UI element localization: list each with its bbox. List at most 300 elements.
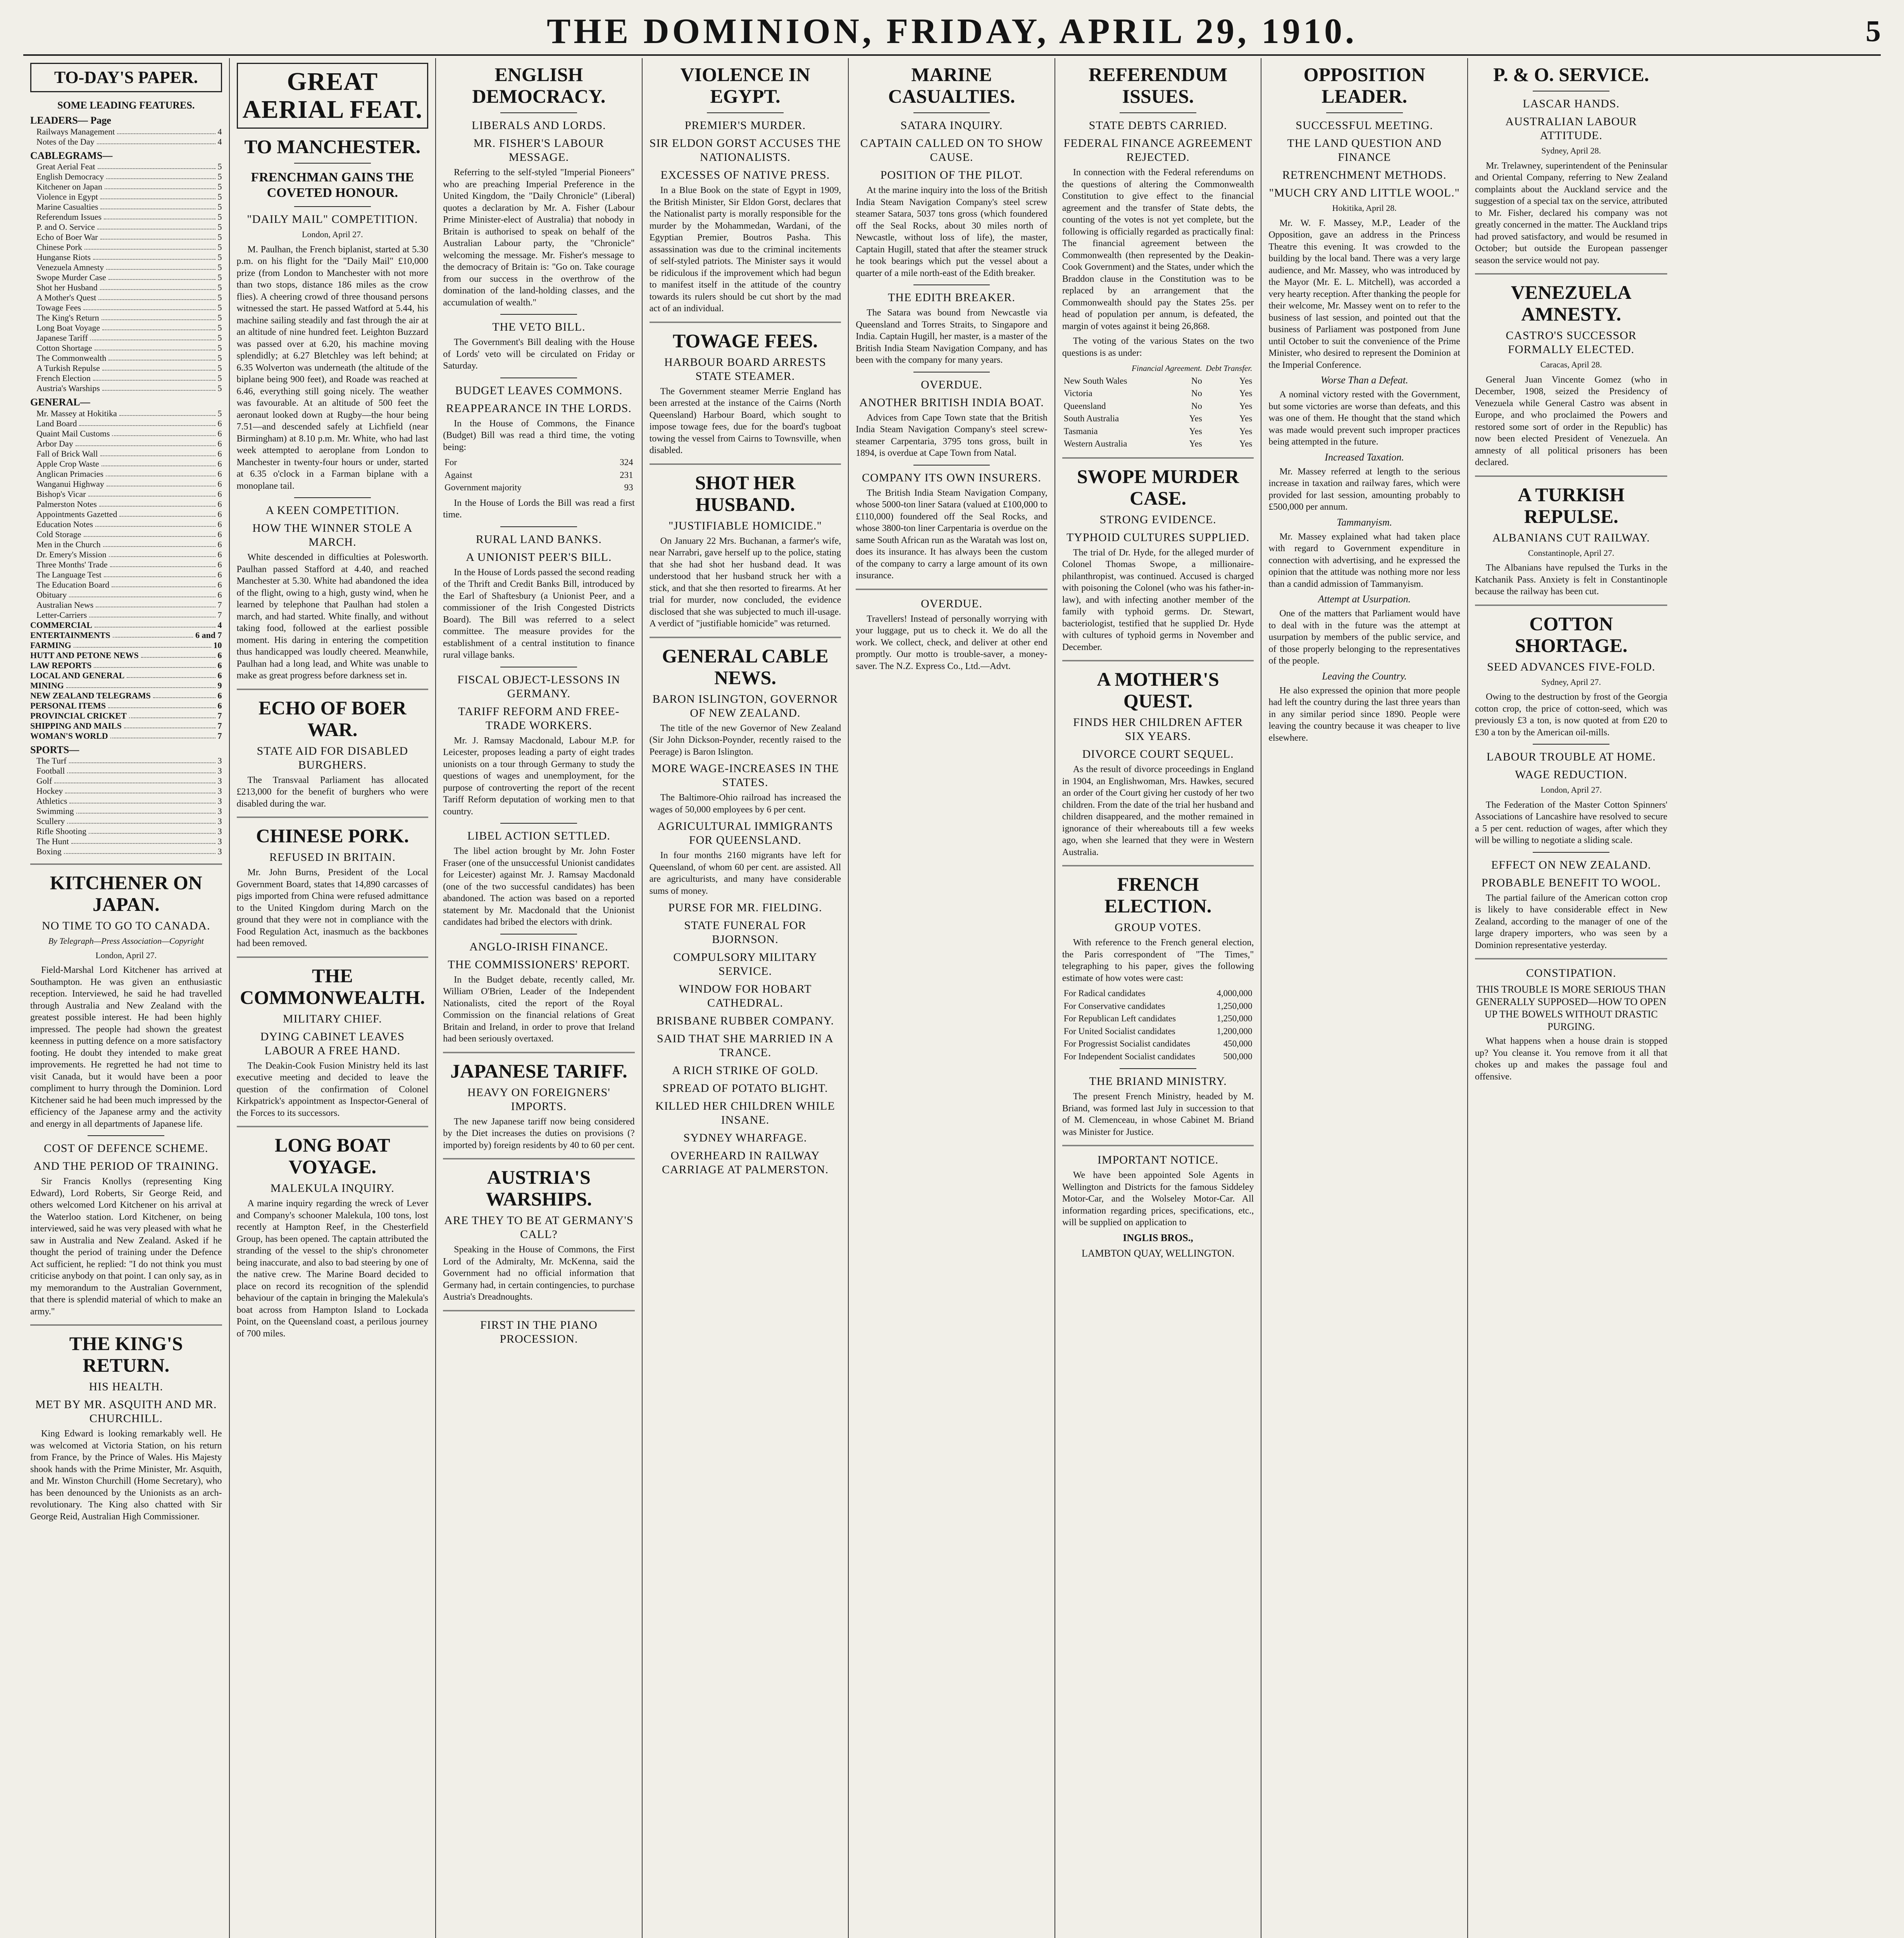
toc-entry [30,756,222,766]
leader-dots [67,766,215,773]
leader-dots [106,172,215,179]
leader-dots [109,272,215,280]
divider [913,284,990,285]
toc-entry [30,353,222,363]
leader-dots [102,363,215,371]
leader-dots [112,429,215,436]
toc-entry [30,786,222,796]
toc-entry-label: Violence in Egypt [36,192,98,202]
subhead: MORE WAGE-INCREASES IN THE STATES. [651,762,839,789]
headline: KITCHENER ON JAPAN. [50,872,202,915]
toc-entry [30,439,222,449]
subhead: SPREAD OF POTATO BLIGHT. [662,1082,828,1095]
leader-dots [100,192,215,199]
toc-entry [30,242,222,252]
toc-entry-label: Education Notes [36,519,93,529]
toc-entry-page: 6 [217,499,222,509]
leader-dots [69,590,215,597]
section-subhead: Tammanyism. [1337,516,1392,528]
toc-entry-label: Arbor Day [36,438,73,448]
toc-entry [30,660,222,671]
toc-entry-label: Echo of Boer War [36,232,98,242]
article-body: The new Japanese tariff now being considered by the Diet increases the duties on provisions (? imported by) foreign residents by 40 to 60 per cent. [443,1116,635,1150]
masthead-title: THE DOMINION, FRIDAY, APRIL 29, 1910. [546,11,1358,51]
toc-entry-page: 5 [217,162,222,171]
table-cell: Yes [1239,401,1253,411]
subhead: THE BRIAND MINISTRY. [1089,1075,1227,1088]
leader-dots [106,469,215,476]
table-row [1062,1050,1254,1063]
leader-dots [127,671,215,678]
article-body: The Deakin-Cook Fusion Ministry held its last executive meeting and decided to leave the question of the confirmation of Colonel Kirkpatrick's appointment as Inspector-General of the Forces to its successors. [236,1060,429,1118]
leader-dots [119,509,215,517]
subhead: ARE THEY TO BE AT GERMANY'S CALL? [444,1214,634,1241]
toc-entry-page: 5 [217,363,222,373]
leader-dots [104,570,215,577]
table-header: Debt Transfer. [1206,364,1253,373]
article-body: The Albanians have repulsed the Turks in the Katchanik Pass. Anxiety is felt in Constantinople because the railway has been cut. [1475,563,1668,597]
toc-entry-page: 7 [217,610,222,620]
headline-box [237,63,429,129]
table-cell: Tasmania [1063,426,1098,436]
toc-entry-page: 6 [217,428,222,438]
divider [237,817,429,818]
toc-entry-label: The Commonwealth [36,353,107,363]
toc-entry-label: NEW ZEALAND TELEGRAMS [30,690,151,700]
table-row [1062,1000,1254,1013]
toc-entry [30,172,222,182]
subhead: HEAVY ON FOREIGNERS' IMPORTS. [467,1086,610,1113]
toc-entry-label: FARMING [30,640,71,650]
headline: COTTON SHORTAGE. [1515,612,1628,656]
toc-entry [30,580,222,590]
table-row [1062,412,1254,425]
toc-entry-label: Bishop's Vicar [36,489,86,499]
headline: TOWAGE FEES. [672,329,818,352]
subhead: CONSTIPATION. [1526,967,1616,979]
divider [500,112,577,113]
divider [913,465,990,466]
divider [1062,1145,1254,1146]
article-body: Advices from Cape Town state that the British India Steam Navigation Company's steel screw-steamer Carpentaria, 3795 tons gross, built in 1894, is overdue at Cape Town from Natal. [856,412,1048,458]
headline: AUSTRIA'S WARSHIPS. [486,1166,592,1210]
leader-dots [95,620,215,628]
leader-dots [96,600,215,607]
subhead: BRISBANE RUBBER COMPANY. [656,1014,834,1027]
headline: REFERENDUM ISSUES. [1088,64,1228,107]
subhead: HOW THE WINNER STOLE A MARCH. [252,522,413,548]
article-body: The libel action brought by Mr. John Foster Fraser (one of the unsuccessful Unionist candidates for Leicester) against Mr. J. Ramsay Macdonald (one of the two successful candidates) has been abandoned. The action was based on a reported statement by Mr. Macdonald that the Unionist candidates had bribed the electors with drink. [443,846,635,927]
leader-dots [84,529,215,537]
leader-dots [102,313,215,320]
headline: A TURKISH REPULSE. [1518,483,1625,527]
table-cell: For Radical candidates [1063,988,1146,998]
toc-entry [30,630,222,640]
toc-entry-page: 3 [217,786,222,796]
table-cell: 324 [620,457,633,467]
subhead: THE EDITH BREAKER. [888,291,1015,304]
toc-entry-label: The Language Test [36,569,102,579]
toc-entry [30,363,222,373]
subhead: FINDS HER CHILDREN AFTER SIX YEARS. [1073,716,1243,743]
divider [1475,605,1668,606]
toc-entry [30,806,222,816]
table-cell: 450,000 [1223,1039,1253,1048]
table-cell: 1,250,000 [1216,1001,1253,1011]
subhead: PURSE FOR MR. FIELDING. [668,901,822,914]
divider [1062,865,1254,866]
subhead: COST OF DEFENCE SCHEME. [44,1142,208,1155]
toc-entry-label: Letter-Carriers [36,610,87,620]
leader-dots [100,449,215,456]
section-subhead: Attempt at Usurpation. [1318,593,1411,605]
section-subhead: Increased Taxation. [1325,451,1404,463]
leader-dots [102,383,215,391]
toc-entry [30,162,222,172]
column-1 [23,58,230,1938]
subhead: THIS TROUBLE IS MORE SERIOUS THAN GENERALLY SUPPOSED—HOW TO OPEN UP THE BOWELS WITHOUT DRASTIC PURGING. [1476,984,1666,1032]
toc-entry-label: A Mother's Quest [36,293,96,302]
leader-dots [110,731,215,738]
toc-entry-label: Football [36,766,65,776]
divider [237,957,429,958]
table-cell: Yes [1189,439,1202,448]
toc-entry-label: Great Aerial Feat [36,162,95,171]
divider [1533,852,1610,853]
leader-dots [67,816,215,824]
toc-entry-page: 6 [217,489,222,499]
toc-entry [30,232,222,242]
toc-entry-page: 9 [217,680,222,690]
toc-entry [30,766,222,776]
toc-entry [30,212,222,222]
subhead: SATARA INQUIRY. [900,119,1003,132]
table-row [1062,375,1254,388]
toc-entry-label: SHIPPING AND MAILS [30,721,122,731]
article-body: What happens when a house drain is stopped up? You cleanse it. You remove from it all that chokes up and makes the passage foul and offensive. [1475,1036,1668,1082]
columns [23,58,1881,1938]
toc-entry-page: 6 [217,590,222,600]
toc-entry [30,550,222,560]
toc-entry-label: Obituary [36,590,67,600]
leader-dots [153,691,215,698]
toc-entry-page: 3 [217,796,222,806]
article-body: The voting of the various States on the two questions is as under: [1062,336,1254,358]
table-cell: No [1191,376,1202,386]
masthead [23,8,1881,56]
table-cell: 93 [624,483,633,492]
toc-entry-label: MINING [30,680,64,690]
table-cell: 4,000,000 [1216,988,1253,998]
toc-entry [30,283,222,293]
table-cell: Against [445,470,472,480]
toc-general [30,409,222,620]
credit-line: By Telegraph—Press Association—Copyright [48,936,204,946]
subhead: CASTRO'S SUCCESSOR FORMALLY ELECTED. [1506,329,1637,356]
leader-dots [98,293,215,300]
subhead: "DAILY MAIL" COMPETITION. [247,213,418,226]
toc-entry-label: Quaint Mail Customs [36,428,110,438]
table-cell: Queensland [1063,401,1106,411]
article-body: Mr. Trelawney, superintendent of the Peninsular and Oriental Company, referring to New Zealand complaints about the Auckland service and the suggestion of a special tax on the service, attributed to Mr. Fisher, declared his company was not greatly concerned in the matter. The Auckland trips had proved satisfactory, and would be resumed in October; but outside the European passenger season the service would not pay. [1475,160,1668,266]
leader-dots [74,640,211,648]
toc-entry [30,701,222,711]
leader-dots [89,610,215,617]
subhead: AND THE PERIOD OF TRAINING. [33,1160,219,1172]
toc-entry-page: 6 [217,519,222,529]
toc-entry [30,192,222,202]
subhead: THE COMMISSIONERS' REPORT. [448,958,630,971]
subhead: CAPTAIN CALLED ON TO SHOW CAUSE. [860,137,1043,164]
leader-dots [105,182,215,189]
toc-entry [30,313,222,323]
leader-dots [117,127,215,134]
toc-entry-label: Scullery [36,816,65,826]
toc-entry [30,429,222,439]
toc-entry-page: 6 [217,459,222,469]
article-body: The Government steamer Merrie England has been arrested at the instance of the Cairns (North Queensland) Harbour Board, which sought to impose towage fees, due for the board's tugboat towing the vessel from Cairns to Townsville, when disabled. [649,386,841,455]
toc-entry-page: 6 [217,670,222,680]
toc-entry-label: The King's Return [36,313,99,322]
toc-entry [30,540,222,550]
subhead: STRONG EVIDENCE. [1099,513,1216,526]
table-cell: 1,200,000 [1216,1026,1253,1036]
toc-entry-label: COMMERCIAL [30,620,93,630]
subhead: EFFECT ON NEW ZEALAND. [1491,858,1651,871]
leader-dots [100,202,215,209]
leader-dots [112,580,215,587]
table-row [1062,387,1254,400]
divider [1475,476,1668,477]
toc-entry-label: HUTT AND PETONE NEWS [30,650,139,660]
divider [1062,457,1254,459]
toc-entry-page: 5 [217,373,222,383]
toc-entry [30,519,222,529]
toc-entry-page: 5 [217,192,222,202]
divider [1475,273,1668,274]
divider [500,526,577,527]
leader-dots [141,650,215,658]
divider [500,823,577,824]
toc-entry-page: 3 [217,826,222,836]
leader-dots [93,252,215,260]
divider [650,637,841,638]
divider [30,864,222,865]
article-body: The Baltimore-Ohio railroad has increased the wages of 50,000 employees by 6 per cent. [649,793,841,815]
toc-entry-page: 6 [217,690,222,700]
divider [650,322,841,323]
headline: SHOT HER HUSBAND. [695,471,796,515]
referendum-table [1062,362,1254,450]
subhead: FRENCHMAN GAINS THE COVETED HONOUR. [251,170,414,200]
subhead: HIS HEALTH. [89,1380,164,1393]
section-subhead: Leaving the Country. [1322,670,1407,682]
dateline: London, April 27. [1540,785,1602,795]
headline: THE KING'S RETURN. [69,1333,183,1376]
leader-dots [119,409,215,416]
subhead: LIBEL ACTION SETTLED. [467,829,610,842]
article-body: He also expressed the opinion that more people had left the country during the last three years than in any similar period since 1890. People were leaving the country because it was cheaper to live elsewhere. [1268,685,1460,743]
toc-entry [30,620,222,630]
todays-paper-heading: TO-DAY'S PAPER. [54,68,198,87]
subhead: THE VETO BILL. [492,321,586,333]
toc-entry [30,343,222,353]
toc-entry [30,373,222,383]
toc-entry [30,826,222,836]
subhead: MILITARY CHIEF. [283,1012,382,1025]
toc-entry [30,489,222,499]
toc-entry-page: 5 [217,222,222,232]
article-body: General Juan Vincente Gomez (who in December, 1908, seized the Presidency of Venezuela while General Castro was absent in Europe, and who proclaimed the Powers and restored some sort of order in the Republic) has now been elected President of Venezuela. An amnesty of all political prisoners has been declared. [1475,374,1668,467]
toc-entry-label: Referendum Issues [36,212,102,222]
subhead: MALEKULA INQUIRY. [270,1182,395,1195]
headline: FRENCH ELECTION. [1104,873,1212,917]
subhead: PREMIER'S MURDER. [684,119,806,132]
table-cell: For Conservative candidates [1063,1001,1165,1011]
article-body: The Federation of the Master Cotton Spinners' Associations of Lancashire have resolved to secure a 5 per cent. reduction of wages, after which they will be willing to negotiate a sliding scale. [1475,800,1668,845]
subhead: ANOTHER BRITISH INDIA BOAT. [859,396,1044,409]
headline: OPPOSITION LEADER. [1303,64,1425,107]
leader-dots [98,162,215,169]
article-body: Referring to the self-styled "Imperial Pioneers" who are preaching Imperial Preference in the United Kingdom, the "Daily Chronicle" (Liberal) quotes a declaration by Mr. A. Fisher (Labour Prime Minister-elect of Australia) that nobody in Britain is authorised to speak on behalf of the Australian Labour party, the "Chronicle" welcoming the message. Mr. Fisher's message to the democracy of Britain is: "Go on. Take courage from our success in the overthrow of the domination of the land-holding classes, and the accumulation of wealth." [443,167,635,308]
leader-dots [88,489,215,497]
article-body: The title of the new Governor of New Zealand (Sir John Dickson-Poynder, recently raised to the Peerage) is Baron Islington. [649,723,841,757]
divider [500,314,577,315]
toc-entry [30,691,222,701]
subhead: ALBANIANS CUT RAILWAY. [1492,531,1650,544]
subhead: POSITION OF THE PILOT. [880,169,1023,181]
toc-entry [30,419,222,429]
toc-entry-page: 3 [217,756,222,766]
toc-entry [30,449,222,459]
toc-entry-page: 5 [217,232,222,242]
leader-dots [76,439,215,446]
column-5 [849,58,1055,1938]
article-body: Field-Marshal Lord Kitchener has arrived at Southampton. He was given an enthusiastic reception. Interviewed, he said he had travelled through Australia and New Zealand with the greatest possible interest. He had been highly impressed. The people had shown the greatest keenness in putting defence on a more satisfactory footing. He doubt they intended to make great improvements. He regretted he had not time to visit Canada, but it would have been a poor compliment to hurry through the Dominion. Lord Kitchener said he had been much impressed by the efficiency of the Japanese army and the activity and energy in all departments of Japanese life. [30,965,222,1129]
toc-entry [30,529,222,540]
toc-entry [30,671,222,681]
toc-entry [30,469,222,479]
subhead: REAPPEARANCE IN THE LORDS. [446,402,632,415]
toc-entry-page: 3 [217,766,222,776]
leader-dots [69,796,215,803]
toc-entry-page: 4 [217,126,222,136]
table-cell: Victoria [1063,388,1092,398]
toc-entry-page: 6 [217,418,222,428]
toc-entry [30,847,222,857]
toc-entry-page: 5 [217,408,222,418]
divider [443,1052,635,1053]
table-row [1062,1025,1254,1038]
toc-entry-page: 6 [217,479,222,489]
subhead: TO MANCHESTER. [244,136,421,157]
divider [1475,958,1668,959]
toc-entry [30,776,222,786]
subhead: HARBOUR BOARD ARRESTS STATE STEAMER. [664,355,826,383]
table-cell: 500,000 [1223,1051,1253,1061]
table-cell: For Independent Socialist candidates [1063,1051,1195,1061]
toc-entry-page: 5 [217,383,222,393]
headline: JAPANESE TARIFF. [450,1060,627,1082]
toc-entry-label: LOCAL AND GENERAL [30,670,125,680]
toc-entry-label: Men in the Church [36,539,101,549]
toc-entry-page: 5 [217,242,222,252]
table-header [1062,362,1129,375]
subhead: COMPULSORY MILITARY SERVICE. [673,951,817,978]
article-body: In the Budget debate, recently called, Mr. William O'Brien, Leader of the Independent Nationalists, cited the report of the Royal Commission on the financial relations of Great Britain and Ireland, in order to prove that Ireland had been seriously overtaxed. [443,974,635,1044]
column-8 [1468,58,1675,1938]
article-body: As the result of divorce proceedings in England in 1904, an Englishwoman, Mrs. Hawkes, secured an order of the Court giving her custody of her two children. From the date of the trial her husband and children disappeared, and the mother remained in ignorance of their whereabouts till a few weeks ago, when she learned that they were in Western Australia. [1062,764,1254,857]
toc-entry-page: 5 [217,333,222,343]
divider [500,934,577,935]
divider [237,1126,429,1127]
dateline: London, April 27. [302,229,363,239]
leader-dots [90,333,215,340]
toc-entry [30,721,222,731]
subhead: A KEEN COMPETITION. [265,504,400,517]
toc-sports [30,756,222,857]
article-body: In four months 2160 migrants have left for Queensland, of whom 60 per cent. are assisted. All are agriculturists, and many have considerable sums of money. [649,850,841,896]
subhead: AGRICULTURAL IMMIGRANTS FOR QUEENSLAND. [657,820,833,847]
toc-entry [30,610,222,620]
divider [1326,112,1403,113]
subhead: KILLED HER CHILDREN WHILE INSANE. [655,1100,835,1126]
toc-entry-page: 6 [217,448,222,459]
toc-entry-label: Rifle Shooting [36,826,86,836]
table-cell: New South Wales [1063,376,1127,386]
subhead: MR. FISHER'S LABOUR MESSAGE. [473,137,604,164]
leader-dots [102,459,215,466]
table-cell: Yes [1189,414,1202,423]
toc-entry-page: 3 [217,847,222,856]
leader-dots [99,499,215,507]
headline: MARINE CASUALTIES. [888,64,1015,107]
toc-entry-page: 4 [217,620,222,630]
subhead: IMPORTANT NOTICE. [1097,1153,1219,1166]
table-cell: No [1191,388,1202,398]
toc-entry-label: Wanganui Highway [36,479,104,489]
toc-entry-label: Athletics [36,796,67,806]
subhead: SUCCESSFUL MEETING. [1296,119,1433,132]
toc-entry-page: 6 [217,529,222,539]
toc-entry [30,323,222,333]
toc-entry-page: 6 [217,700,222,710]
divider [294,206,371,207]
subhead: FEDERAL FINANCE AGREEMENT REJECTED. [1063,137,1253,164]
toc-entry [30,272,222,283]
article-body: A nominal victory rested with the Government, but some victories are worse than defeats, and this was one of them. He thought that the stand which was made would prevent such improper practices being attempted in the future. [1268,390,1460,447]
toc-entry-page: 5 [217,343,222,353]
advert-signature: INGLIS BROS., [1123,1232,1193,1243]
toc-entry-page: 6 [217,549,222,559]
toc-entry-page: 7 [217,721,222,731]
leader-dots [104,212,215,219]
toc-entry-page: 7 [217,710,222,721]
headline: SWOPE MURDER CASE. [1077,465,1239,509]
leader-dots [97,137,215,144]
table-cell: Yes [1239,439,1253,448]
todays-paper-box [30,63,222,92]
toc-entry-label: PROVINCIAL CRICKET [30,710,127,721]
section-subhead: Worse Than a Defeat. [1320,374,1408,386]
table-row [1062,987,1254,1000]
subhead: SYDNEY WHARFAGE. [683,1131,807,1144]
headline: ECHO OF BOER WAR. [258,697,407,740]
toc-entry-label: Kitchener on Japan [36,182,102,191]
leader-dots [54,776,215,783]
table-cell: No [1191,401,1202,411]
article-body: Mr. Massey referred at length to the serious increase in taxation and railway fares, which were provided for last session, amounting probably to £500,000 per annum. [1268,466,1460,512]
